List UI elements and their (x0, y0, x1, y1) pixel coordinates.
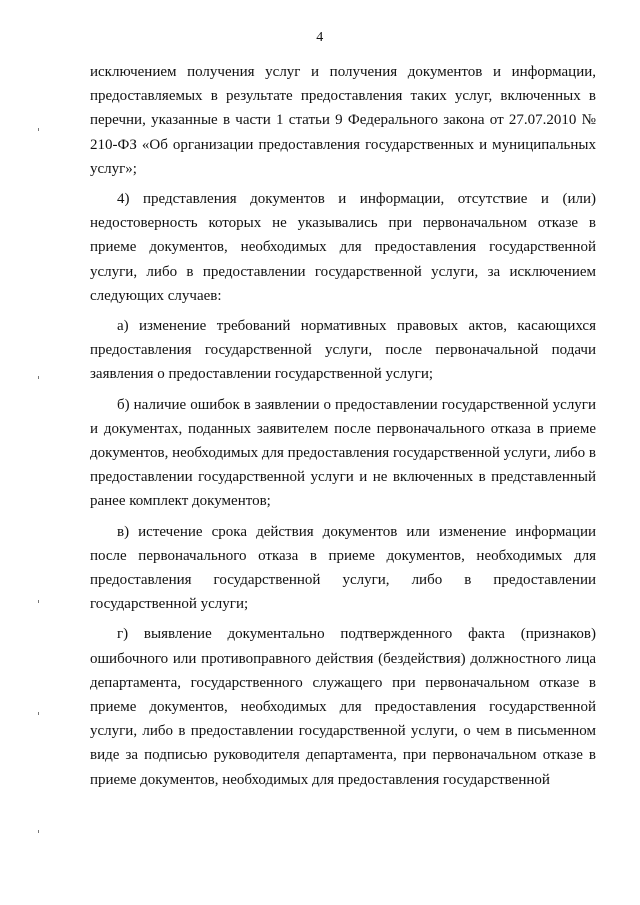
margin-mark (38, 712, 39, 715)
paragraph-continuation: исключением получения услуг и получения документов и информации, предоставляемых в результате предоставления таких услуг, включенных в перечни, указанные в части 1 статьи 9 Федерального закона от 27.07.2010 № 210-ФЗ «Об организации предоставления государственных и муниципальных услуг»; (90, 64, 596, 177)
paragraph-item-a: а) изменение требований нормативных правовых актов, касающихся предоставления государственной услуги, после первоначальной подачи заявления о предоставлении государственной услуги; (90, 318, 596, 383)
document-body (90, 60, 596, 792)
page-number: 4 (316, 30, 324, 45)
margin-mark (38, 128, 39, 131)
margin-mark (38, 376, 39, 379)
paragraph-item-4: 4) представления документов и информации, отсутствие и (или) недостоверность которых не указывались при первоначальном отказе в приеме документов, необходимых для предоставления государственной услуги, либо в предоставлении государственной услуги, за исключением следующих случаев: (90, 191, 596, 304)
paragraph-item-g: г) выявление документально подтвержденного факта (признаков) ошибочного или противоправного действия (бездействия) должностного лица департамента, государственного служащего при первоначальном отказе в приеме документов, необходимых для предоставления государственной услуги, либо в предоставлении государственной услуги, о чем в письменном виде за подписью руководителя департамента, при первоначальном отказе в приеме документов, необходимых для предоставления государственной (90, 626, 596, 788)
margin-mark (38, 600, 39, 603)
paragraph-item-v: в) истечение срока действия документов или изменение информации после первоначального отказа в приеме документов, необходимых для предоставления государственной услуги, либо в предоставлении государственной услуги; (90, 523, 596, 613)
paragraph-item-b: б) наличие ошибок в заявлении о предоставлении государственной услуги и документах, поданных заявителем после первоначального отказа в приеме документов, необходимых для предоставления государственной услуги, либо в предоставлении государственной услуги и не включенных в представленный ранее комплект документов; (90, 396, 596, 510)
margin-mark (38, 830, 39, 833)
